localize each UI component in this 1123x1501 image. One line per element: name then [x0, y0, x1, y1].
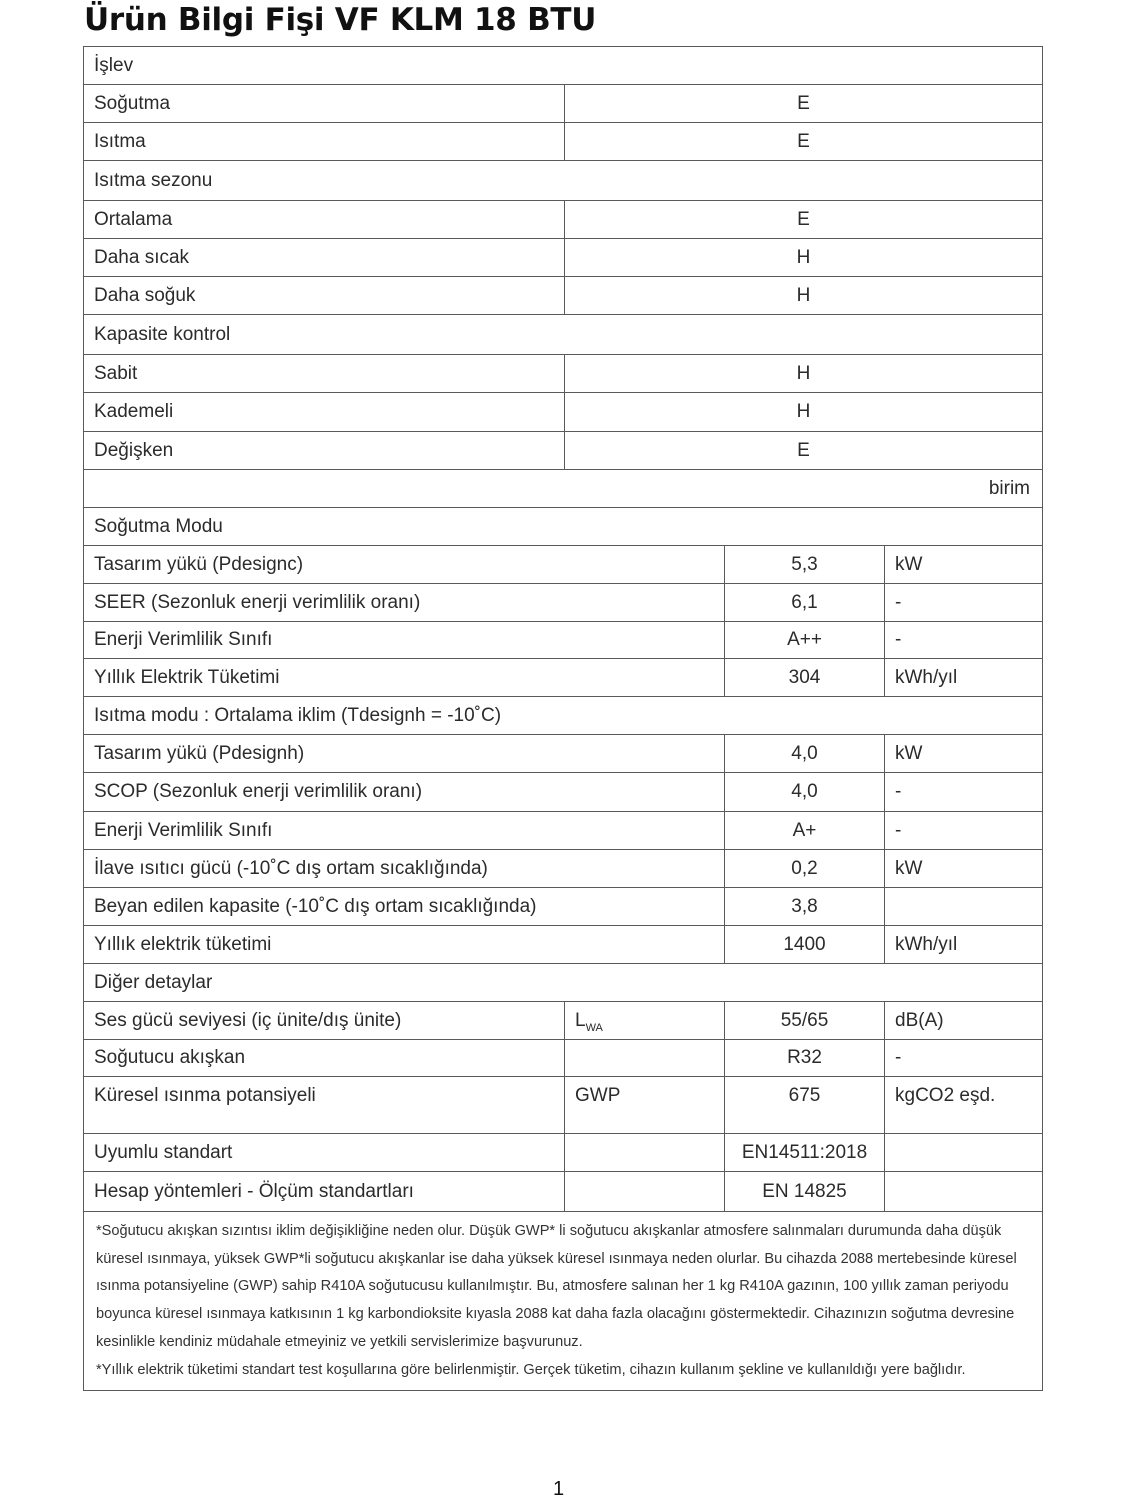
unit-header-row [84, 470, 1042, 508]
section-title: Soğutma Modu [94, 515, 223, 537]
row-label: Beyan edilen kapasite (-10˚C dış ortam sıcaklığında) [94, 895, 537, 917]
row-value: H [564, 239, 1042, 276]
row-symbol-empty [564, 1172, 724, 1211]
row-symbol-empty [564, 1134, 724, 1171]
row-label: Kademeli [94, 401, 174, 422]
row-value: EN14511:2018 [724, 1134, 884, 1171]
section-title: Diğer detaylar [94, 971, 213, 993]
section-title: İşlev [94, 54, 134, 76]
row-value: 675 [724, 1077, 884, 1114]
row-symbol: GWP [564, 1077, 724, 1114]
section-title: Kapasite kontrol [94, 323, 231, 345]
row-label: Enerji Verimlilik Sınıfı [94, 819, 273, 841]
page-number: 1 [553, 1478, 565, 1500]
section-title: Isıtma modu : Ortalama iklim (Tdesignh = -10˚C) [94, 704, 502, 726]
page-title: Ürün Bilgi Fişi VF KLM 18 BTU [84, 2, 597, 38]
row-label: Tasarım yükü (Pdesignh) [94, 742, 305, 764]
table-row [84, 85, 1042, 123]
table-row [84, 239, 1042, 277]
row-unit: - [884, 773, 1042, 811]
row-value: 4,0 [724, 773, 884, 811]
symbol-main: L [575, 1009, 586, 1031]
table-row [84, 888, 1042, 926]
section-header-heating-season [84, 161, 1042, 201]
row-label: Soğutucu akışkan [94, 1047, 246, 1068]
spacer-cell [564, 1114, 724, 1133]
row-unit: kWh/yıl [884, 926, 1042, 963]
table-row [84, 546, 1042, 584]
table-row [84, 622, 1042, 659]
row-label: Daha soğuk [94, 284, 196, 306]
table-row [84, 201, 1042, 239]
section-header-cooling-mode [84, 508, 1042, 546]
spacer-cell [724, 1114, 884, 1133]
row-value: E [564, 85, 1042, 122]
row-unit-empty [884, 1134, 1042, 1171]
section-header-other-details [84, 964, 1042, 1002]
row-value: E [564, 123, 1042, 160]
row-label: Yıllık Elektrik Tüketimi [94, 666, 280, 688]
row-unit: kgCO2 eşd. [884, 1077, 1042, 1114]
product-info-table [83, 46, 1043, 1391]
section-header-function [84, 47, 1042, 85]
row-value: EN 14825 [724, 1172, 884, 1211]
row-label: SEER (Sezonluk enerji verimlilik oranı) [94, 591, 421, 613]
row-unit: - [884, 1040, 1042, 1076]
symbol-subscript: WA [585, 1021, 603, 1034]
row-value: 1400 [724, 926, 884, 963]
table-row [84, 659, 1042, 697]
table-row [84, 1002, 1042, 1040]
row-label: Soğutma [94, 92, 171, 114]
row-unit-empty [884, 1172, 1042, 1211]
row-value: 5,3 [724, 546, 884, 583]
row-symbol-empty [564, 1040, 724, 1076]
row-label: Küresel ısınma potansiyeli [94, 1084, 316, 1106]
row-value: A+ [724, 812, 884, 849]
row-label: Isıtma [94, 130, 146, 152]
section-header-heating-mode [84, 697, 1042, 735]
table-row [84, 277, 1042, 315]
row-unit: dB(A) [884, 1002, 1042, 1039]
row-value: A++ [724, 622, 884, 658]
table-row [84, 355, 1042, 393]
table-row [84, 1040, 1042, 1077]
row-value: H [564, 277, 1042, 314]
table-row [84, 584, 1042, 622]
row-label: Hesap yöntemleri - Ölçüm standartları [94, 1180, 414, 1202]
row-label: Daha sıcak [94, 246, 190, 268]
row-value: R32 [724, 1040, 884, 1076]
row-label: Uyumlu standart [94, 1141, 233, 1163]
row-unit: kW [884, 850, 1042, 887]
row-label: Ses gücü seviyesi (iç ünite/dış ünite) [94, 1009, 402, 1031]
row-value: E [564, 432, 1042, 469]
table-row [84, 850, 1042, 888]
table-row [84, 1077, 1042, 1114]
footnote-refrigerant: *Soğutucu akışkan sızıntısı iklim değişikliğine neden olur. Düşük GWP* li soğutucu akışkanlar atmosfere salınmaları durumunda daha düşük küresel ısınmaya, yüksek GWP*li soğutucu akışkanlar ise daha yüksek küresel ısınmaya neden olurlar. Bu cihazda 2088 mertebesinde küresel ısınma potansiyeline (GWP) sahip R410A soğutucusu kullanılmıştır. Bu, atmosfere salınan her 1 kg R410A gazının, 100 yıllık zaman periyodu boyunca küresel ısınmaya katkısının 1 kg karbondioksite kıyasla 2088 kat daha fazla olacağını göstermektedir. Cihazınızın soğutma devresine kesinlikle kendiniz müdahale etmeyiniz ve yetkili servislerimize başvurunuz. [96, 1223, 1017, 1350]
row-unit: kW [884, 735, 1042, 772]
footnote-consumption: *Yıllık elektrik tüketimi standart test koşullarına göre belirlenmiştir. Gerçek tüketim, cihazın kullanım şekline ve kullanıldığı yere bağlıdır. [96, 1361, 966, 1378]
row-value: H [564, 355, 1042, 392]
row-label: Tasarım yükü (Pdesignc) [94, 553, 304, 575]
table-row [84, 123, 1042, 161]
row-unit [884, 888, 1042, 925]
table-row [84, 773, 1042, 812]
table-spacer-row [84, 1114, 1042, 1134]
row-symbol [564, 1002, 724, 1039]
section-header-capacity-control [84, 315, 1042, 355]
table-row [84, 393, 1042, 432]
section-title: Isıtma sezonu [94, 169, 213, 191]
row-label: Sabit [94, 362, 138, 384]
row-label: Yıllık elektrik tüketimi [94, 933, 272, 955]
row-value: 4,0 [724, 735, 884, 772]
row-value: E [564, 201, 1042, 238]
table-row [84, 926, 1042, 964]
row-label: Ortalama [94, 208, 173, 230]
table-row [84, 432, 1042, 470]
row-unit: - [884, 622, 1042, 658]
row-label: İlave ısıtıcı gücü (-10˚C dış ortam sıcaklığında) [94, 857, 488, 879]
row-value: 3,8 [724, 888, 884, 925]
table-row [84, 1172, 1042, 1212]
row-unit: - [884, 812, 1042, 849]
row-label: SCOP (Sezonluk enerji verimlilik oranı) [94, 781, 423, 802]
table-row [84, 735, 1042, 773]
row-value: 55/65 [724, 1002, 884, 1039]
unit-column-header: birim [988, 477, 1030, 499]
row-value: 304 [724, 659, 884, 696]
row-unit: - [884, 584, 1042, 621]
table-row [84, 812, 1042, 850]
row-label: Değişken [94, 439, 174, 461]
spacer-cell [884, 1114, 1042, 1133]
row-unit: kW [884, 546, 1042, 583]
row-value: 0,2 [724, 850, 884, 887]
footnotes [84, 1212, 1042, 1390]
row-value: H [564, 393, 1042, 431]
row-value: 6,1 [724, 584, 884, 621]
table-row [84, 1134, 1042, 1172]
row-unit: kWh/yıl [884, 659, 1042, 696]
row-label: Enerji Verimlilik Sınıfı [94, 629, 273, 650]
